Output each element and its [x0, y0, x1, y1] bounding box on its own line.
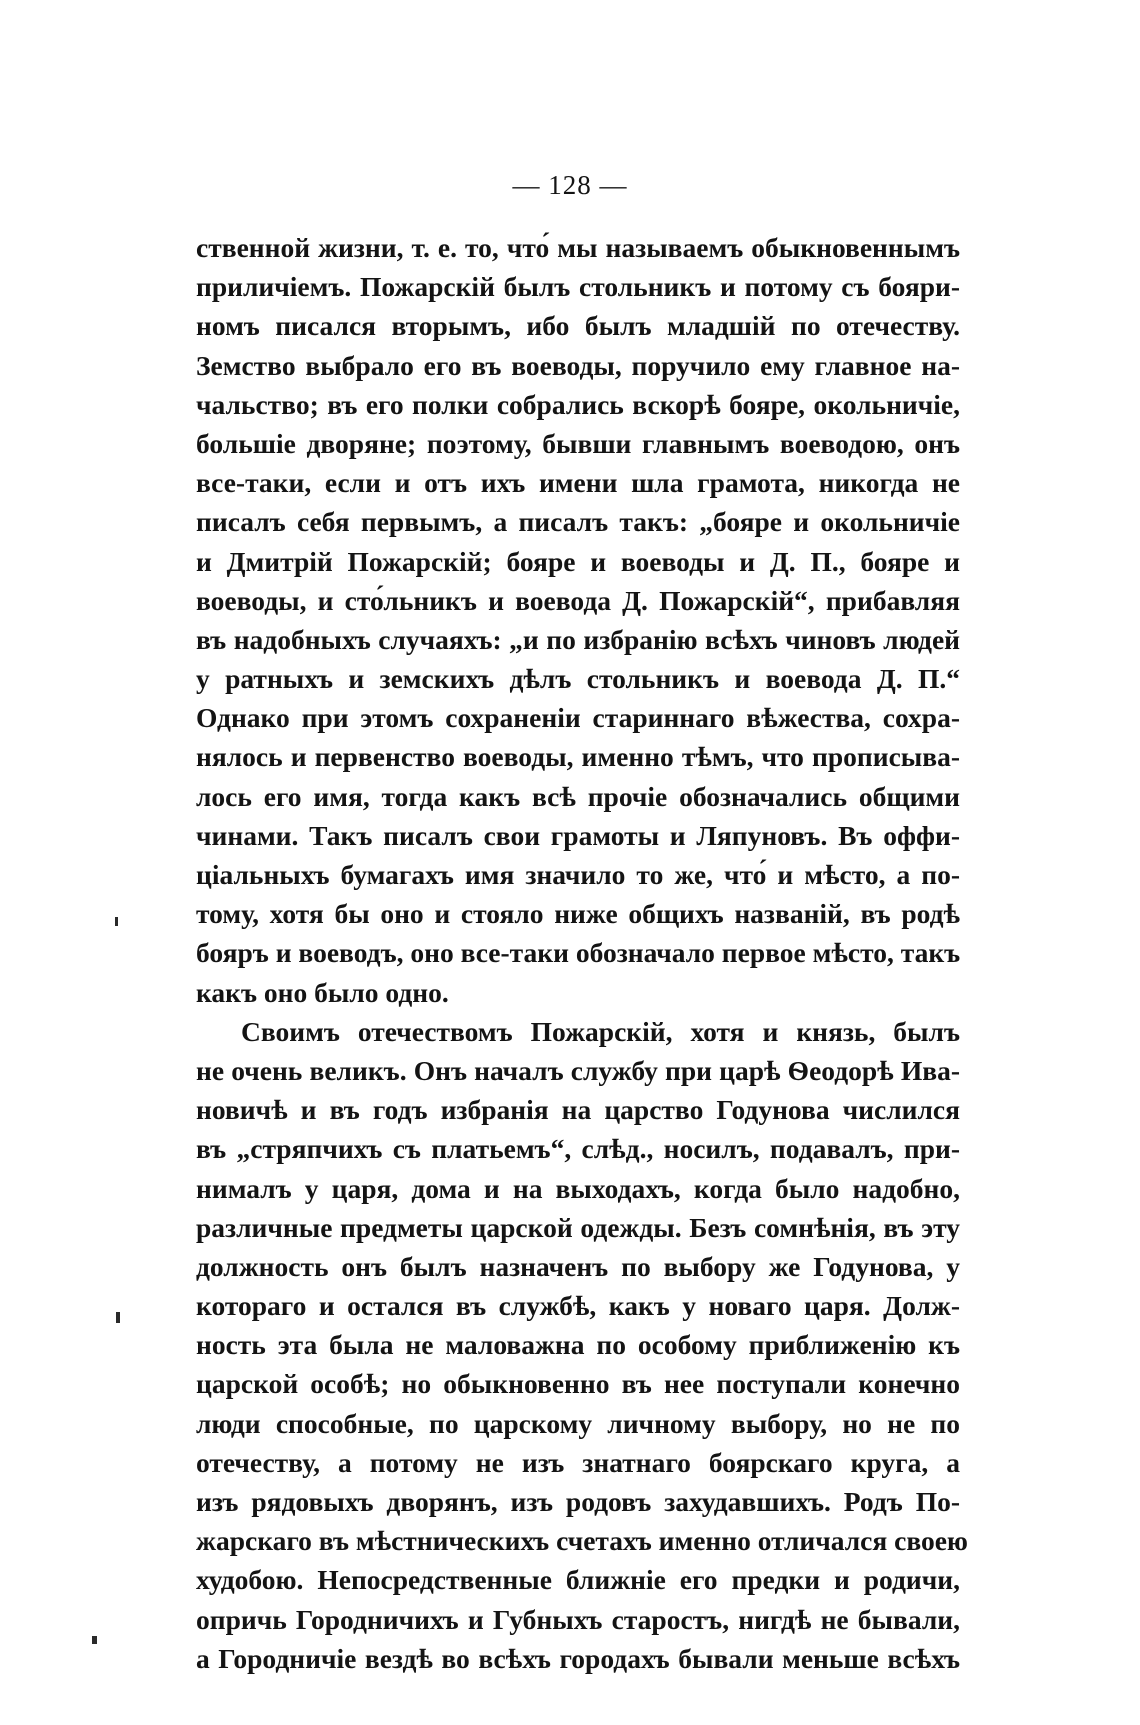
text-line: отечеству, а потому не изъ знатнаго боярскаго круга, а	[196, 1446, 960, 1478]
text-line: должность онъ былъ назначенъ по выбору же Годунова, у	[196, 1250, 960, 1282]
text-line: писалъ себя первымъ, а писалъ такъ: „бояре и окольничіе	[196, 506, 960, 538]
text-line: чальство; въ его полки собрались вскорѣ бояре, окольничіе,	[196, 388, 960, 420]
scan-speck	[115, 917, 118, 926]
text-line: жарскаго въ мѣстническихъ счетахъ именно отличался своею	[196, 1525, 968, 1557]
scan-speck	[116, 1312, 120, 1323]
text-line: большіе дворяне; поэтому, бывши главнымъ воеводою, онъ	[196, 427, 960, 459]
text-line: ственной жизни, т. е. то, что́ мы называемъ обыкновеннымъ	[196, 232, 960, 263]
text-line: Однако при этомъ сохраненіи стариннаго вѣжества, сохра-	[196, 702, 960, 734]
text-line: новичѣ и въ годъ избранія на царство Годунова числился	[196, 1094, 960, 1126]
text-line: а Городничіе вездѣ во всѣхъ городахъ бывали меньше всѣхъ	[196, 1642, 960, 1674]
text-line: чинами. Такъ писалъ свои грамоты и Ляпуновъ. Въ оффи-	[196, 819, 960, 851]
text-line: воеводы, и сто́льникъ и воевода Д. Пожарскій“, прибавляя	[196, 584, 960, 616]
text-line: лось его имя, тогда какъ всѣ прочіе обозначались общими	[196, 780, 960, 812]
text-line: номъ писался вторымъ, ибо былъ младшій по отечеству.	[196, 310, 960, 342]
page-number: — 128 —	[512, 170, 628, 200]
text-line: какъ оно было одно.	[196, 976, 449, 1008]
text-line: приличіемъ. Пожарскій былъ стольникъ и потому съ бояри-	[196, 271, 960, 303]
text-line: въ „стряпчихъ съ платьемъ“, слѣд., носилъ, подавалъ, при-	[196, 1133, 960, 1165]
text-line: худобою. Непосредственные ближніе его предки и родичи,	[196, 1564, 960, 1596]
text-line: опричь Городничихъ и Губныхъ старостъ, нигдѣ не бывали,	[196, 1603, 960, 1635]
text-line: нялось и первенство воеводы, именно тѣмъ, что прописыва-	[196, 741, 960, 773]
text-line: все-таки, если и отъ ихъ имени шла грамота, никогда не	[196, 467, 960, 499]
text-line: изъ рядовыхъ дворянъ, изъ родовъ захудавшихъ. Родъ По-	[196, 1486, 960, 1517]
text-line: различные предметы царской одежды. Безъ сомнѣнія, въ эту	[196, 1211, 960, 1243]
text-line: котораго и остался въ службѣ, какъ у новаго царя. Долж-	[196, 1290, 960, 1322]
text-line: бояръ и воеводъ, оно все-таки обозначало первое мѣсто, такъ	[196, 937, 961, 969]
body-text	[196, 228, 968, 1678]
text-line: ціальныхъ бумагахъ имя значило то же, что́ и мѣсто, а по-	[196, 859, 960, 890]
text-line: нималъ у царя, дома и на выходахъ, когда было надобно,	[196, 1172, 960, 1204]
text-line: царской особѣ; но обыкновенно въ нее поступали конечно	[196, 1368, 960, 1400]
text-line: въ надобныхъ случаяхъ: „и по избранію всѣхъ чиновъ людей	[196, 623, 960, 655]
text-line: тому, хотя бы оно и стояло ниже общихъ названій, въ родѣ	[196, 898, 960, 930]
scan-speck	[92, 1636, 97, 1644]
text-line: не очень великъ. Онъ началъ службу при царѣ Ѳеодорѣ Ива-	[196, 1054, 960, 1086]
text-line: и Дмитрій Пожарскій; бояре и воеводы и Д. П., бояре и	[196, 545, 960, 577]
text-line: ность эта была не маловажна по особому приближенію къ	[196, 1329, 960, 1361]
text-line: у ратныхъ и земскихъ дѣлъ стольникъ и воевода Д. П.“	[196, 663, 960, 695]
text-line: люди способные, по царскому личному выбору, но не по	[196, 1407, 960, 1439]
text-line: Своимъ отечествомъ Пожарскій, хотя и князь, былъ	[241, 1015, 960, 1047]
text-line: Земство выбрало его въ воеводы, поручило ему главное на-	[196, 349, 960, 381]
